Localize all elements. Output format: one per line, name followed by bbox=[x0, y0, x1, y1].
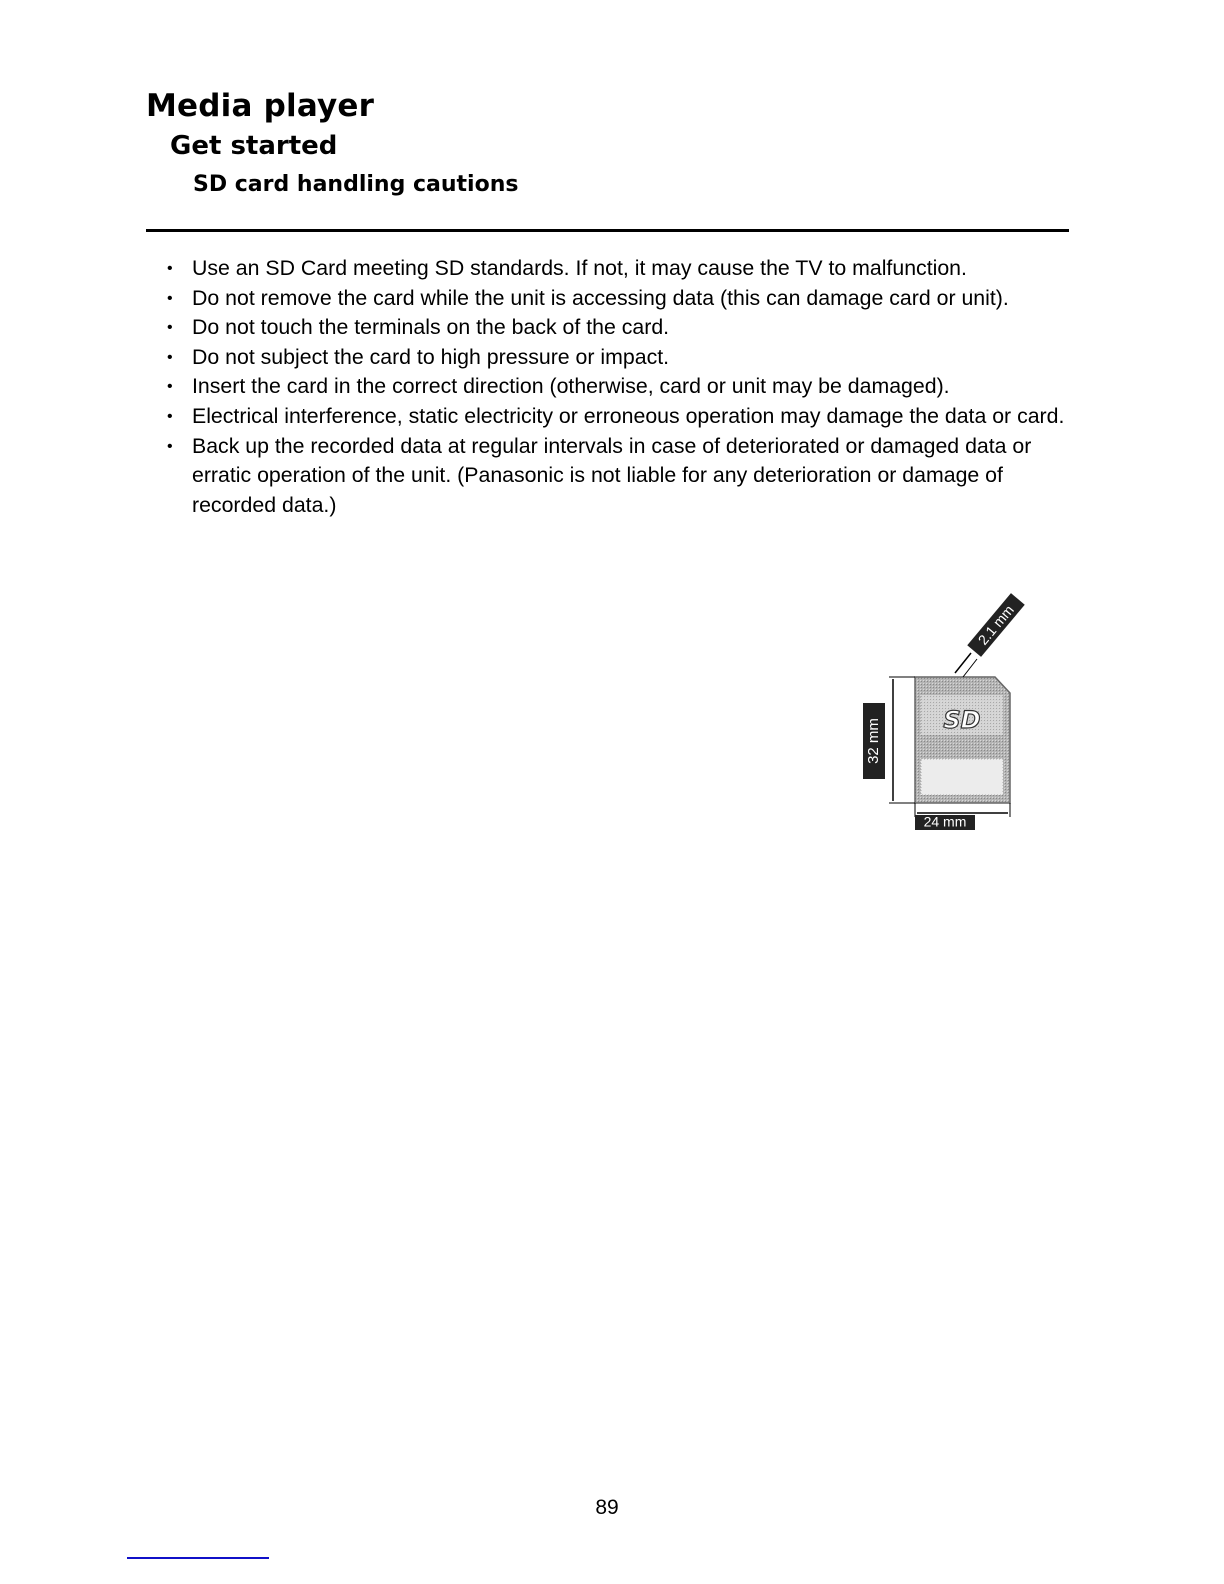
caution-text: Use an SD Card meeting SD standards. If not, it may cause the TV to malfunction. bbox=[192, 256, 967, 280]
bullet-icon: • bbox=[167, 260, 173, 277]
caution-text: Electrical interference, static electricity or erroneous operation may damage the data or card. bbox=[192, 403, 1065, 428]
subsection-heading: Get started bbox=[170, 131, 338, 161]
bullet-icon: • bbox=[167, 289, 173, 307]
caution-text: Insert the card in the correct direction (otherwise, card or unit may be damaged). bbox=[192, 374, 950, 399]
list-item bbox=[150, 313, 1070, 343]
cautions-list bbox=[150, 254, 1070, 520]
bullet-icon: • bbox=[167, 437, 173, 455]
caution-text: Back up the recorded data at regular intervals in case of deteriorated or damaged data or erratic operation of the unit. (Panasonic is not liable for any deterioration or damage of recorded data.) bbox=[192, 433, 1032, 517]
bullet-icon: • bbox=[167, 378, 173, 396]
height-label: 32 mm bbox=[864, 718, 882, 764]
list-item bbox=[150, 343, 1070, 373]
section-heading: Media player bbox=[146, 88, 375, 124]
bullet-icon: • bbox=[167, 348, 173, 366]
caution-text: Do not touch the terminals on the back of the card. bbox=[192, 315, 670, 340]
caution-text: Do not subject the card to high pressure or impact. bbox=[192, 344, 670, 369]
bullet-icon: • bbox=[167, 407, 173, 425]
topic-heading: SD card handling cautions bbox=[193, 172, 519, 197]
list-item bbox=[150, 402, 1070, 432]
caution-text: Do not remove the card while the unit is accessing data (this can damage card or unit). bbox=[192, 285, 1009, 310]
bullet-icon: • bbox=[167, 319, 173, 337]
width-label: 24 mm bbox=[923, 813, 967, 830]
sd-card-dimension-figure bbox=[855, 585, 1035, 830]
list-item bbox=[150, 254, 1070, 284]
sd-card-write-area bbox=[921, 759, 1003, 795]
list-item bbox=[150, 372, 1070, 402]
list-item bbox=[150, 284, 1070, 314]
page-number: 89 bbox=[595, 1496, 619, 1519]
thickness-label: 2.1 mm bbox=[974, 601, 1017, 648]
heading-divider bbox=[146, 229, 1069, 232]
sd-logo: SD bbox=[943, 706, 981, 734]
list-item bbox=[150, 432, 1070, 521]
footer-link-underline[interactable] bbox=[127, 1557, 269, 1559]
